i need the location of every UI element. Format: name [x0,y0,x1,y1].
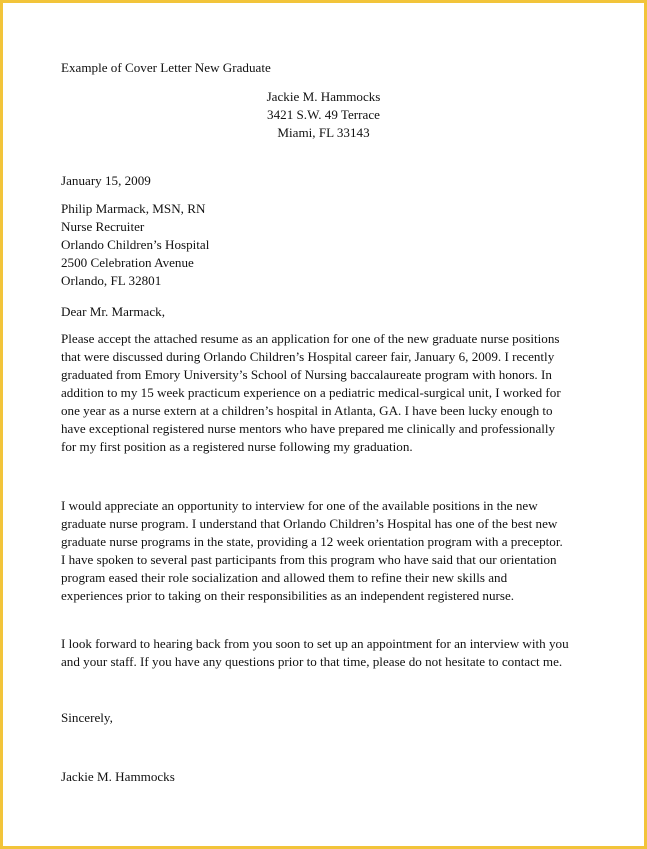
recipient-title: Nurse Recruiter [61,219,145,234]
salutation: Dear Mr. Marmack, [61,304,165,319]
paragraph-line: graduate nurse programs in the state, providing a 12 week orientation program with a preceptor. [61,534,563,549]
document-heading: Example of Cover Letter New Graduate [61,60,271,75]
sender-city: Miami, FL 33143 [277,125,370,140]
paragraph-line: experiences prior to taking on their responsibilities as an independent registered nurse. [61,588,515,603]
sender-street: 3421 S.W. 49 Terrace [267,107,380,122]
paragraph-line: that were discussed during Orlando Children’s Hospital career fair, January 6, 2009. I recently [61,349,555,364]
recipient-organization: Orlando Children’s Hospital [61,237,210,252]
paragraph-line: have exceptional registered nurse mentors who have prepared me clinically and professionally [61,421,556,436]
recipient-address-block [61,200,209,290]
letter-date: January 15, 2009 [61,173,151,188]
paragraph-line: program eased their role socialization and allowed them to refine their new skills and [61,570,508,585]
recipient-name: Philip Marmack, MSN, RN [61,201,206,216]
sender-address-block [3,88,644,142]
paragraph-line: I look forward to hearing back from you soon to set up an appointment for an interview with you [61,636,569,651]
recipient-street: 2500 Celebration Avenue [61,255,194,270]
body-paragraph-3 [61,635,601,671]
recipient-city: Orlando, FL 32801 [61,273,162,288]
paragraph-line: I have spoken to several past participants from this program who have said that our orientation [61,552,557,567]
body-paragraph-1 [61,330,601,456]
paragraph-line: and your staff. If you have any questions prior to that time, please do not hesitate to contact me. [61,654,563,669]
paragraph-line: I would appreciate an opportunity to interview for one of the available positions in the new [61,498,538,513]
paragraph-line: for my first position as a registered nurse following my graduation. [61,439,413,454]
paragraph-line: one year as a nurse extern at a children’s hospital in Atlanta, GA. I have been lucky enough to [61,403,553,418]
closing: Sincerely, [61,710,113,725]
paragraph-line: addition to my 15 week practicum experience on a pediatric medical-surgical unit, I worked for [61,385,561,400]
paragraph-line: graduated from Emory University’s School of Nursing baccalaureate program with honors. In [61,367,552,382]
paragraph-line: Please accept the attached resume as an application for one of the new graduate nurse positions [61,331,560,346]
sender-name: Jackie M. Hammocks [266,89,381,104]
body-paragraph-2 [61,497,601,605]
paragraph-line: graduate nurse program. I understand that Orlando Children’s Hospital has one of the best new [61,516,558,531]
signature-name: Jackie M. Hammocks [61,769,175,784]
letter-page [3,3,644,846]
